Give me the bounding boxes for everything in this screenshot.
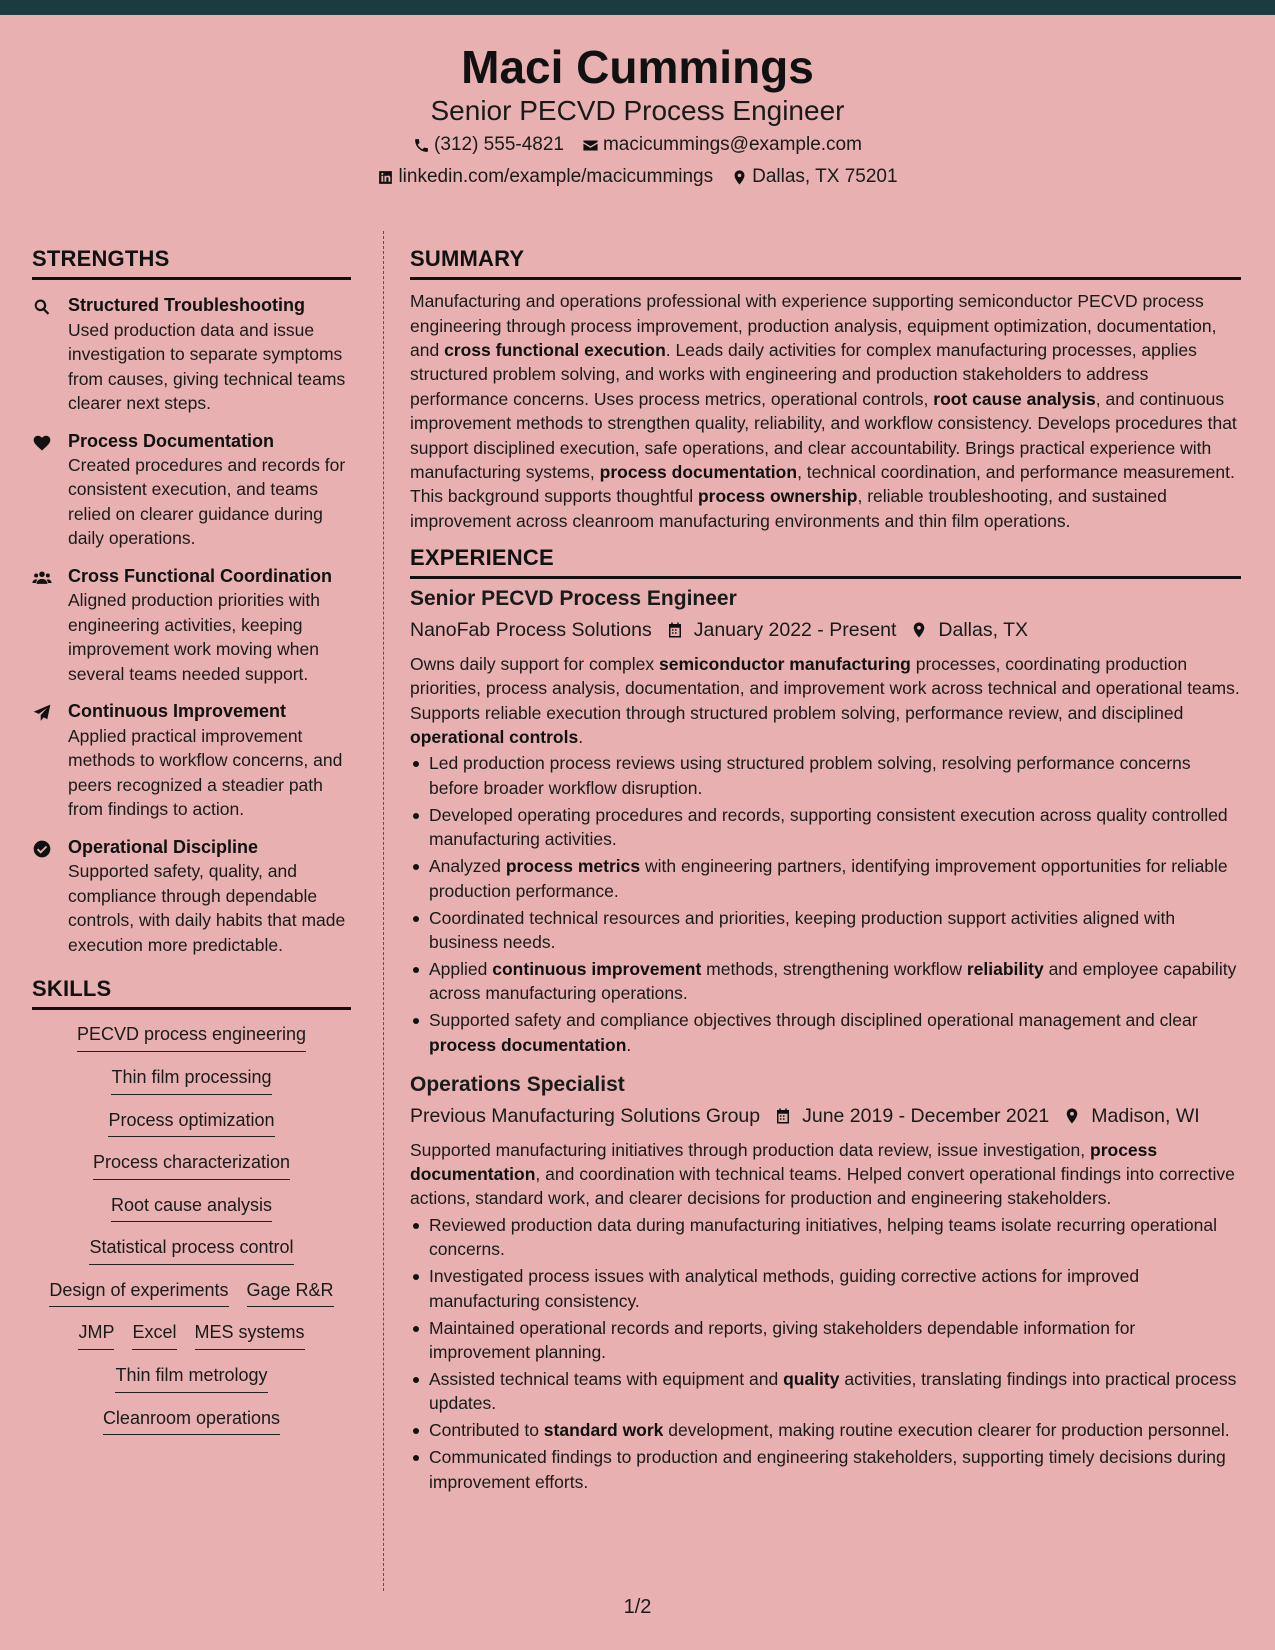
- phone-text: (312) 555-4821: [434, 134, 564, 155]
- strength-body: [68, 836, 351, 957]
- strengths-heading: STRENGTHS: [32, 247, 351, 280]
- job-bullet: Communicated findings to production and engineering stakeholders, supporting timely decisions during improvement efforts.: [410, 1445, 1241, 1494]
- job-title: Senior PECVD Process Engineer: [410, 587, 737, 611]
- strength-item: [32, 430, 351, 551]
- email-link[interactable]: macicummings@example.com: [602, 134, 862, 155]
- skill-tag: MES systems: [195, 1322, 305, 1350]
- skill-tag: JMP: [78, 1322, 114, 1350]
- skill-tag: Process characterization: [93, 1152, 290, 1180]
- skill-row: [89, 1237, 293, 1265]
- top-accent-bar: [0, 0, 1275, 15]
- contact-line-1: [0, 134, 1275, 156]
- calendar-icon: [774, 1107, 792, 1125]
- job-company: NanoFab Process Solutions: [410, 618, 652, 641]
- strength-icon-wrap: [32, 294, 54, 415]
- strength-title: Operational Discipline: [68, 836, 259, 857]
- resume-header: [0, 15, 1275, 204]
- paper-plane-icon: [32, 703, 52, 723]
- column-divider: [383, 231, 384, 1591]
- skill-row: [77, 1024, 306, 1052]
- skill-tag: Statistical process control: [89, 1237, 293, 1265]
- strength-icon-wrap: [32, 430, 54, 551]
- strength-icon-wrap: [32, 836, 54, 957]
- search-icon: [32, 297, 52, 317]
- strength-item: [32, 836, 351, 957]
- strength-item: [32, 565, 351, 686]
- envelope-icon: [582, 137, 599, 154]
- strength-icon-wrap: [32, 565, 54, 686]
- skill-row: [103, 1408, 280, 1436]
- candidate-name: Maci Cummings: [461, 41, 814, 93]
- job-location: Dallas, TX: [938, 618, 1029, 641]
- page-number: 1/2: [623, 1596, 652, 1618]
- job-title: Operations Specialist: [410, 1073, 625, 1097]
- job-intro: Supported manufacturing initiatives through production data review, issue investigation, process documentation, and coordination with technical teams. Helped convert operational findings into corrective actions, standard work, and clearer decisions for production and engineering stakeholders.: [410, 1139, 1235, 1209]
- phone-item: [413, 134, 564, 156]
- skill-row: [108, 1110, 274, 1138]
- candidate-title: Senior PECVD Process Engineer: [430, 95, 845, 126]
- map-pin-icon: [731, 169, 748, 186]
- job-entry: [410, 585, 1241, 1057]
- job-bullets: [410, 1213, 1241, 1494]
- skill-tag: Thin film metrology: [115, 1365, 267, 1393]
- job-bullet: Developed operating procedures and records, supporting consistent execution across quality controlled manufacturing activities.: [410, 803, 1241, 852]
- location-text: Dallas, TX 75201: [752, 166, 898, 187]
- strength-title: Cross Functional Coordination: [68, 565, 332, 586]
- skills-heading: SKILLS: [32, 977, 351, 1010]
- job-bullet: Maintained operational records and reports, giving stakeholders dependable information for improvement planning.: [410, 1316, 1241, 1365]
- job-bullets: [410, 751, 1241, 1057]
- job-dates: January 2022 - Present: [693, 618, 897, 641]
- skill-tag: Cleanroom operations: [103, 1408, 280, 1436]
- job-bullet: Investigated process issues with analytical methods, guiding corrective actions for improved manufacturing consistency.: [410, 1264, 1241, 1313]
- skill-row: [111, 1195, 272, 1223]
- experience-heading: EXPERIENCE: [410, 546, 1241, 579]
- strength-body: [68, 430, 351, 551]
- job-meta: [410, 1105, 1241, 1128]
- linkedin-item[interactable]: [377, 166, 713, 188]
- skill-row: [93, 1152, 290, 1180]
- strength-icon-wrap: [32, 700, 54, 821]
- job-bullet: Coordinated technical resources and priorities, keeping production support activities aligned with business needs.: [410, 906, 1241, 955]
- map-pin-icon: [910, 621, 928, 639]
- calendar-icon: [666, 621, 684, 639]
- job-bullet: Reviewed production data during manufacturing initiatives, helping teams isolate recurring operational concerns.: [410, 1213, 1241, 1262]
- job-bullet: Contributed to standard work development, making routine execution clearer for production personnel.: [410, 1418, 1241, 1442]
- strength-body: [68, 700, 351, 821]
- left-column: [32, 247, 351, 1450]
- skill-tag: Process optimization: [108, 1110, 274, 1138]
- skills-list: [32, 1024, 351, 1450]
- heart-icon: [32, 433, 52, 453]
- skill-tag: PECVD process engineering: [77, 1024, 306, 1052]
- job-entry: [410, 1071, 1241, 1494]
- strength-description: Applied practical improvement methods to workflow concerns, and peers recognized a steadier path from findings to action.: [68, 725, 343, 820]
- phone-icon: [413, 137, 430, 154]
- users-icon: [32, 568, 52, 588]
- job-bullet: Analyzed process metrics with engineering partners, identifying improvement opportunities for reliable production performance.: [410, 854, 1241, 903]
- experience-list: [410, 585, 1241, 1494]
- strength-description: Used production data and issue investigation to separate symptoms from causes, giving technical teams clearer next steps.: [68, 319, 346, 414]
- skill-tag: Design of experiments: [49, 1280, 228, 1308]
- job-meta: [410, 619, 1241, 642]
- map-pin-icon: [1063, 1107, 1081, 1125]
- strength-description: Created procedures and records for consistent execution, and teams relied on clearer guidance during daily operations.: [68, 454, 346, 549]
- job-bullet: Supported safety and compliance objectives through disciplined operational management and clear process documentation.: [410, 1008, 1241, 1057]
- skill-row: [115, 1365, 267, 1393]
- strength-description: Aligned production priorities with engineering activities, keeping improvement work moving when several teams needed support.: [68, 590, 320, 684]
- email-item[interactable]: [582, 134, 862, 156]
- skill-tag: Root cause analysis: [111, 1195, 272, 1223]
- location-item: [731, 166, 897, 188]
- summary-text: Manufacturing and operations professional with experience supporting semiconductor PECVD process engineering through process improvement, production analysis, equipment optimization, documentation, and cross functional execution. Leads daily activities for complex manufacturing processes, applies structured problem solving, and works with engineering and production stakeholders to address performance concerns. Uses process metrics, operational controls, root cause analysis, and continuous improvement methods to strengthen quality, reliability, and workflow consistency. Develops procedures that support disciplined execution, safe operations, and clear accountability. Brings practical experience with manufacturing systems, process documentation, technical coordination, and performance measurement. This background supports thoughtful process ownership, reliable troubleshooting, and sustained improvement across cleanroom manufacturing environments and thin film operations.: [410, 291, 1237, 531]
- skill-row: [111, 1067, 271, 1095]
- job-company: Previous Manufacturing Solutions Group: [410, 1104, 761, 1127]
- job-bullet: Assisted technical teams with equipment and quality activities, translating findings into practical process updates.: [410, 1367, 1241, 1416]
- right-column: [410, 247, 1241, 1497]
- skill-row: [49, 1280, 333, 1308]
- contact-line-2: [0, 166, 1275, 188]
- job-intro: Owns daily support for complex semiconductor manufacturing processes, coordinating production priorities, process analysis, documentation, and improvement work across technical and operational teams. Supports reliable execution through structured problem solving, performance review, and disciplined operational controls.: [410, 653, 1240, 747]
- job-location: Madison, WI: [1091, 1104, 1200, 1127]
- strengths-list: [32, 294, 351, 957]
- strength-item: [32, 700, 351, 821]
- summary-heading: SUMMARY: [410, 247, 1241, 280]
- linkedin-icon: [377, 169, 394, 186]
- skill-tag: Gage R&R: [247, 1280, 334, 1308]
- strength-title: Continuous Improvement: [68, 701, 287, 722]
- linkedin-link[interactable]: linkedin.com/example/macicummings: [398, 166, 714, 187]
- skill-tag: Excel: [132, 1322, 176, 1350]
- strength-item: [32, 294, 351, 415]
- strength-body: [68, 294, 351, 415]
- job-bullet: Led production process reviews using structured problem solving, resolving performance concerns before broader workflow disruption.: [410, 751, 1241, 800]
- skill-row: [78, 1322, 304, 1350]
- job-dates: June 2019 - December 2021: [802, 1104, 1050, 1127]
- strength-description: Supported safety, quality, and compliance through dependable controls, with daily habits that made execution more predictable.: [68, 861, 346, 955]
- strength-title: Structured Troubleshooting: [68, 295, 305, 316]
- strength-body: [68, 565, 351, 686]
- check-circle-icon: [32, 839, 52, 859]
- strength-title: Process Documentation: [68, 430, 275, 451]
- skill-tag: Thin film processing: [111, 1067, 271, 1095]
- job-bullet: Applied continuous improvement methods, strengthening workflow reliability and employee capability across manufacturing operations.: [410, 957, 1241, 1006]
